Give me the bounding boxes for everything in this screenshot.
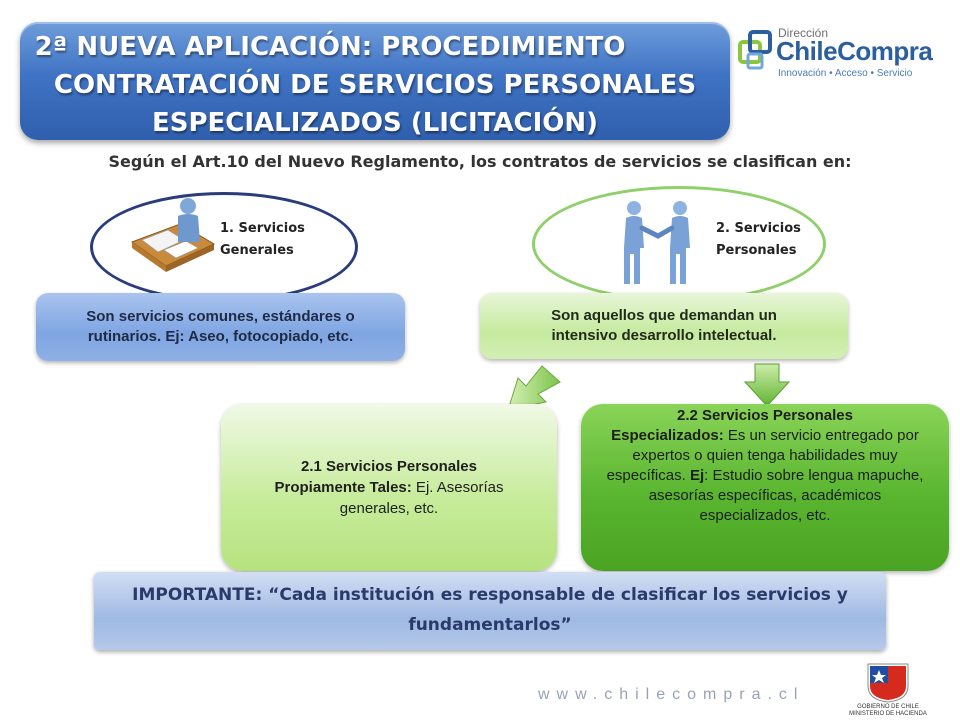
title-line-2: CONTRATACIÓN DE SERVICIOS PERSONALES xyxy=(53,70,697,100)
category-general-line2: Generales xyxy=(220,243,294,258)
footer-url: www.chilecompra.cl xyxy=(538,686,805,703)
sub22-text1: Es un servicio entregado por expertos o quien tenga habilidades muy específicas. xyxy=(606,427,919,484)
sub21-heading1: 2.1 Servicios Personales xyxy=(301,458,477,475)
desc2-line2: intensivo desarrollo intelectual. xyxy=(551,327,777,344)
sub21-heading2: Propiamente Tales: xyxy=(274,479,412,496)
chilecompra-logo xyxy=(738,26,938,86)
desc1-line2a: rutinarios. xyxy=(87,328,166,345)
desc1-ej: Ej xyxy=(165,328,180,345)
title-line-1: 2ª NUEVA APLICACIÓN: PROCEDIMIENTO xyxy=(34,32,626,62)
logo-name: ChileCompra xyxy=(776,36,933,66)
logo-tagline: Innovación • Acceso • Servicio xyxy=(778,68,913,79)
sub21-text: Ej. Asesorías generales, etc. xyxy=(339,479,504,517)
desc1-line2c: : Aseo, fotocopiado, etc. xyxy=(179,328,354,345)
category-personal-label xyxy=(716,218,801,262)
desk-worker-icon xyxy=(128,196,218,276)
sub22-heading2: Especializados: xyxy=(611,427,724,444)
intro-text: Según el Art.10 del Nuevo Reglamento, los contratos de servicios se clasifican en: xyxy=(108,152,852,171)
general-services-description xyxy=(36,293,405,361)
title-line-3: ESPECIALIZADOS (LICITACIÓN) xyxy=(151,108,599,138)
gobierno-shield-icon xyxy=(846,660,930,704)
page-title xyxy=(20,22,730,140)
gobierno-text xyxy=(846,704,930,718)
desc1-line1: Son servicios comunes, estándares o xyxy=(86,308,355,325)
logo-squares-icon xyxy=(738,30,774,80)
gobierno-logo xyxy=(846,660,930,720)
category-general-line1: 1. Servicios xyxy=(220,221,305,236)
logo-dir: Dirección xyxy=(778,26,829,40)
gov-line2: MINISTERIO DE HACIENDA xyxy=(849,711,927,717)
personal-services-description xyxy=(480,293,848,359)
subcategory-2-1-box xyxy=(221,404,557,571)
desc2-line1: Son aquellos que demandan un xyxy=(551,307,777,324)
category-personal-line2: Personales xyxy=(716,243,797,258)
sub22-heading1: 2.2 Servicios Personales xyxy=(677,407,853,424)
sub22-text2: : Estudio sobre lengua mapuche, asesorías específicas, académicos especializados, etc. xyxy=(648,467,924,524)
down-arrow-icon xyxy=(742,362,792,408)
handshake-people-icon xyxy=(620,198,700,288)
category-general-label xyxy=(220,218,305,262)
category-personal-line1: 2. Servicios xyxy=(716,221,801,236)
gov-line1: GOBIERNO DE CHILE xyxy=(857,704,919,710)
subcategory-2-2-box xyxy=(581,404,949,571)
sub22-ej: Ej xyxy=(689,467,705,484)
important-note: IMPORTANTE: “Cada institución es responsable de clasificar los servicios y fundamentarlos” xyxy=(94,572,886,650)
